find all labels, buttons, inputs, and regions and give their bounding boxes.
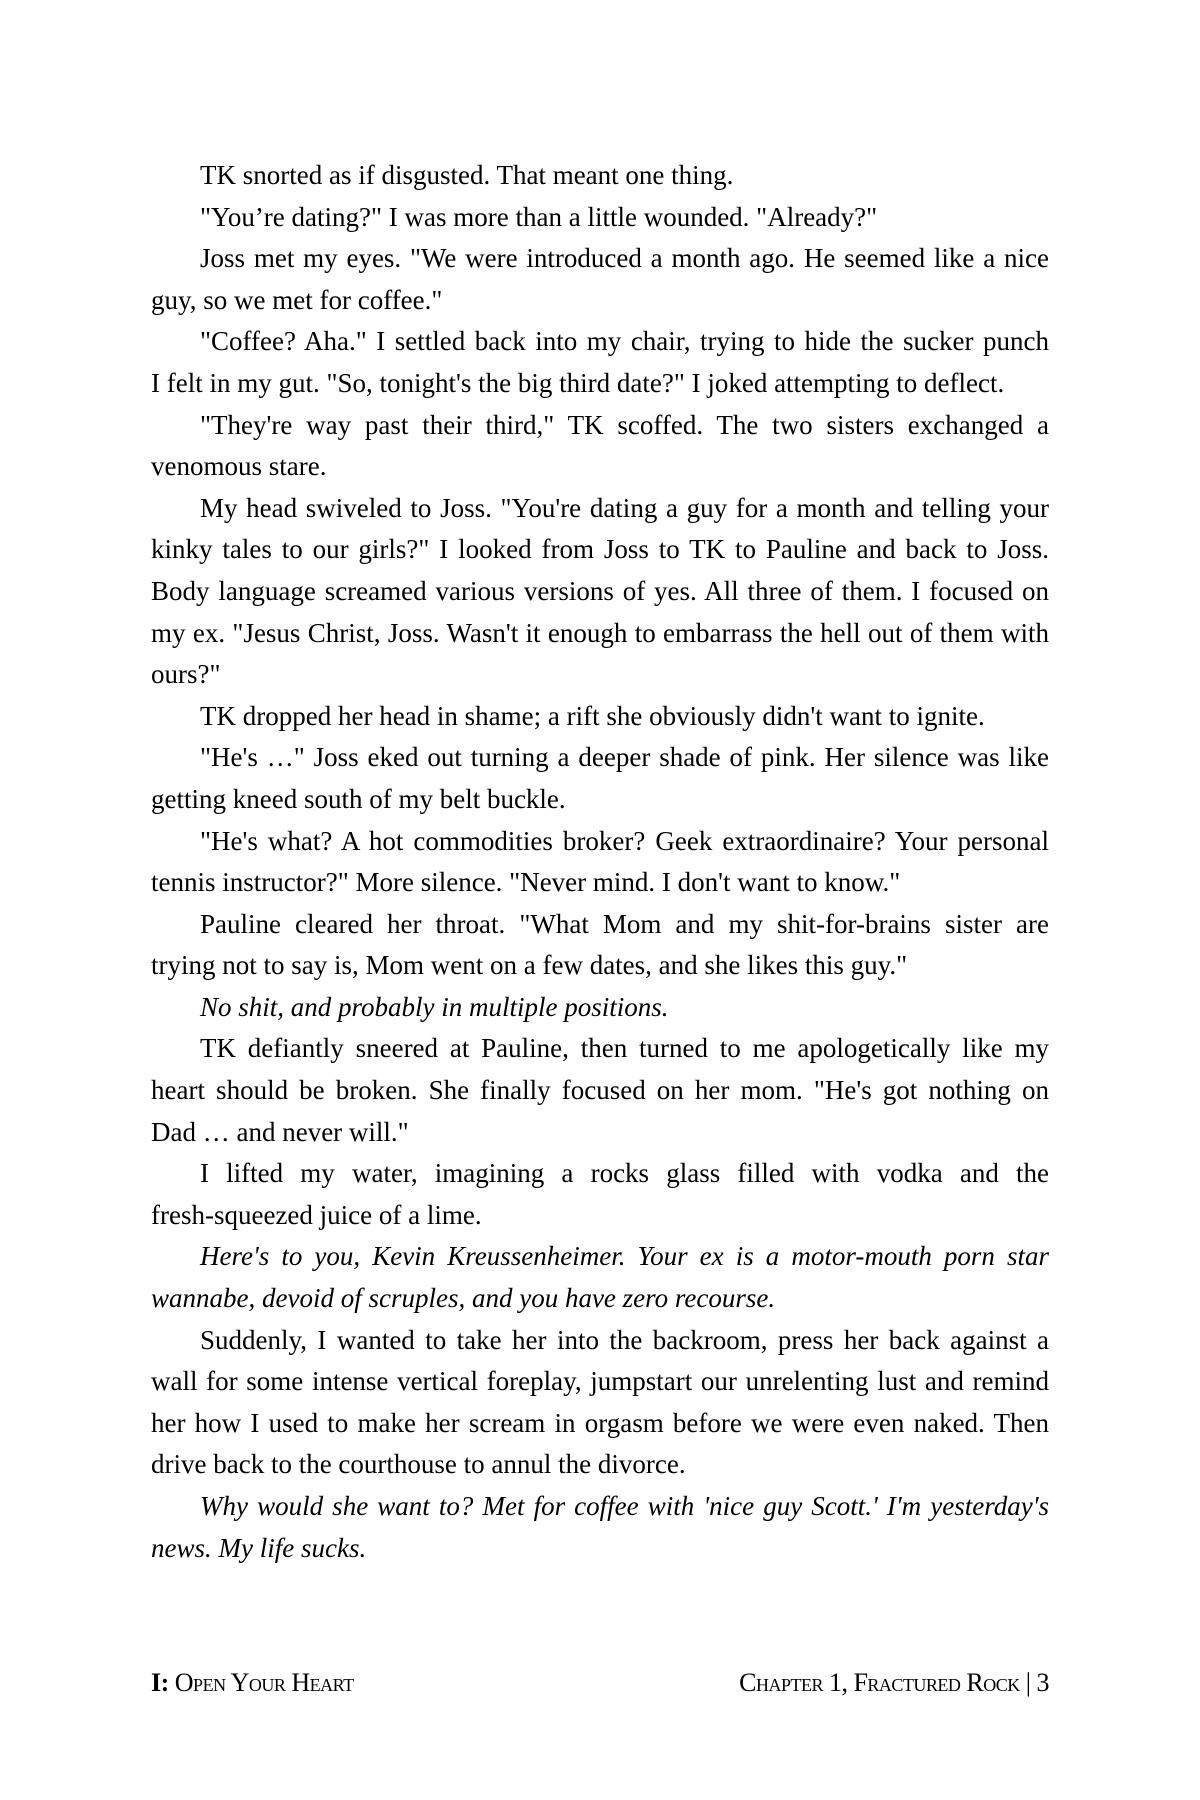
text-line <box>151 1361 1049 1403</box>
paragraph <box>151 821 1049 904</box>
text-line <box>151 613 1049 655</box>
text-line <box>151 321 1049 363</box>
text-line-content: "He's what? A hot commodities broker? Geek extraordinaire? Your personal <box>200 825 1049 856</box>
text-line <box>151 862 1049 904</box>
text-line <box>151 737 1049 779</box>
footer-part-title <box>151 1668 354 1698</box>
text-line-content: news. My life sucks. <box>151 1532 367 1563</box>
text-line <box>151 1320 1049 1362</box>
paragraph <box>151 1486 1049 1569</box>
paragraph <box>151 321 1049 404</box>
text-line <box>151 488 1049 530</box>
text-line-content: my ex. "Jesus Christ, Joss. Wasn't it enough to embarrass the hell out of them with <box>151 617 1049 648</box>
text-line <box>151 1070 1049 1112</box>
text-line <box>151 1403 1049 1445</box>
text-line-content: heart should be broken. She finally focused on her mom. "He's got nothing on <box>151 1075 1049 1106</box>
text-line-content: TK defiantly sneered at Pauline, then turned to me apologetically like my <box>200 1033 1049 1064</box>
footer-chapter-title: Chapter 1, Fractured Rock <box>739 1668 1020 1697</box>
text-line <box>151 821 1049 863</box>
paragraph <box>151 1236 1049 1319</box>
text-line <box>151 238 1049 280</box>
paragraph <box>151 1153 1049 1236</box>
text-line-content: I felt in my gut. "So, tonight's the big third date?" I joked attempting to deflect. <box>151 367 1005 398</box>
text-line-content: "You’re dating?" I was more than a little wounded. "Already?" <box>200 201 878 232</box>
footer-part-number: I: <box>151 1668 169 1697</box>
text-line <box>151 1236 1049 1278</box>
text-line <box>151 197 1049 239</box>
paragraph <box>151 904 1049 987</box>
text-line-content: "Coffee? Aha." I settled back into my chair, trying to hide the sucker punch <box>200 326 1049 357</box>
text-line <box>151 405 1049 447</box>
body-text <box>151 155 1049 1569</box>
text-line-content: No shit, and probably in multiple positions. <box>200 991 669 1022</box>
text-line-content: her how I used to make her scream in orgasm before we were even naked. Then <box>151 1407 1049 1438</box>
footer-separator: | <box>1025 1668 1031 1697</box>
text-line-content: TK snorted as if disgusted. That meant one thing. <box>200 160 734 190</box>
text-line <box>151 1278 1049 1320</box>
text-line-content: Why would she want to? Met for coffee with 'nice guy Scott.' I'm yesterday's <box>200 1491 1049 1521</box>
text-line <box>151 1112 1049 1154</box>
text-line <box>151 571 1049 613</box>
paragraph <box>151 405 1049 488</box>
text-line <box>151 1028 1049 1070</box>
text-line-content: kinky tales to our girls?" I looked from Joss to TK to Pauline and back to Joss. <box>151 534 1049 565</box>
text-line <box>151 779 1049 821</box>
text-line-content: getting kneed south of my belt buckle. <box>151 783 566 814</box>
paragraph <box>151 987 1049 1029</box>
text-line-content: wall for some intense vertical foreplay, jumpstart our unrelenting lust and remind <box>151 1366 1049 1397</box>
text-line-content: guy, so we met for coffee." <box>151 284 443 315</box>
text-line <box>151 529 1049 571</box>
paragraph <box>151 197 1049 239</box>
text-line <box>151 446 1049 488</box>
text-line-content: Here's to you, Kevin Kreussenheimer. Your ex is a motor-mouth porn star <box>200 1241 1049 1272</box>
text-line <box>151 904 1049 946</box>
text-line-content: Joss met my eyes. "We were introduced a month ago. He seemed like a nice <box>200 243 1049 274</box>
text-line-content: My head swiveled to Joss. "You're dating a guy for a month and telling your <box>200 492 1049 523</box>
text-line <box>151 1528 1049 1570</box>
paragraph <box>151 238 1049 321</box>
footer-chapter-info <box>739 1668 1049 1698</box>
text-line <box>151 1195 1049 1237</box>
paragraph <box>151 1320 1049 1486</box>
text-line <box>151 363 1049 405</box>
text-line-content: tennis instructor?" More silence. "Never mind. I don't want to know." <box>151 867 901 898</box>
text-line <box>151 280 1049 322</box>
text-line-content: ours?" <box>151 659 221 690</box>
text-line-content: I lifted my water, imagining a rocks glass filled with vodka and the <box>200 1158 1049 1189</box>
text-line-content: fresh-squeezed juice of a lime. <box>151 1199 482 1230</box>
text-line <box>151 654 1049 696</box>
text-line-content: wannabe, devoid of scruples, and you have zero recourse. <box>151 1283 776 1314</box>
page-number: 3 <box>1036 1668 1049 1697</box>
text-line-content: "He's …" Joss eked out turning a deeper shade of pink. Her silence was like <box>200 742 1049 773</box>
text-line-content: drive back to the courthouse to annul the divorce. <box>151 1449 686 1480</box>
text-line-content: venomous stare. <box>151 451 327 482</box>
text-line-content: Body language screamed various versions of yes. All three of them. I focused on <box>151 575 1049 606</box>
text-line <box>151 1153 1049 1195</box>
paragraph <box>151 155 1049 197</box>
text-line-content: Pauline cleared her throat. "What Mom and my shit-for-brains sister are <box>200 908 1049 939</box>
text-line <box>151 696 1049 738</box>
text-line <box>151 155 1049 197</box>
text-line <box>151 1486 1049 1528</box>
footer-part-name: Open Your Heart <box>174 1668 354 1697</box>
text-line-content: Suddenly, I wanted to take her into the backroom, press her back against a <box>200 1324 1049 1355</box>
paragraph <box>151 488 1049 696</box>
paragraph <box>151 1028 1049 1153</box>
paragraph <box>151 696 1049 738</box>
text-line-content: "They're way past their third," TK scoffed. The two sisters exchanged a <box>200 409 1049 440</box>
text-line-content: trying not to say is, Mom went on a few dates, and she likes this guy." <box>151 950 908 981</box>
text-line <box>151 1444 1049 1486</box>
text-line <box>151 945 1049 987</box>
text-line <box>151 987 1049 1029</box>
paragraph <box>151 737 1049 820</box>
text-line-content: Dad … and never will." <box>151 1116 409 1147</box>
text-line-content: TK dropped her head in shame; a rift she obviously didn't want to ignite. <box>200 700 985 731</box>
